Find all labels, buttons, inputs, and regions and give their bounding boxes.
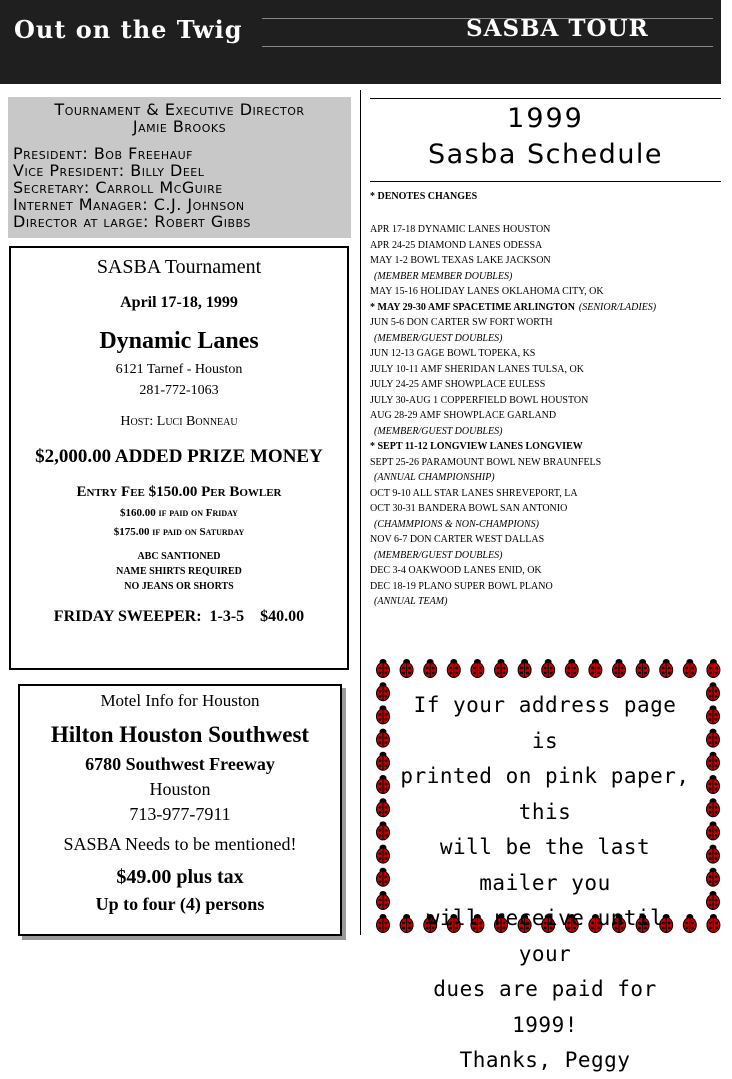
ladybug-icon [377,659,390,678]
ladybug-icon [707,682,720,701]
newsletter-header [0,0,721,84]
tournament-venue: Dynamic Lanes [99,328,259,354]
officers-panel [8,97,351,238]
header-rule-bottom [262,46,713,47]
schedule-event [370,253,725,269]
ladybug-icon [707,868,720,887]
motel-capacity: Up to four (4) persons [95,894,265,914]
motel-city: Houston [149,779,211,799]
notice-line: will be the last mailer you [439,835,651,895]
ladybug-icon [518,659,531,678]
ladybug-icon [377,729,390,748]
tournament-phone: 281-772-1063 [139,383,219,398]
schedule-event [370,222,725,238]
ladybug-icon [377,775,390,794]
changes-note: * DENOTES CHANGES [370,191,478,202]
event-text: APR 17-18 DYNAMIC LANES HOUSTON [370,224,551,235]
notice-signature: Thanks, Peggy [459,1048,631,1072]
ladybug-icon [377,845,390,864]
officer-director-at-large: Director at large: Robert Gibbs [13,212,251,231]
schedule-event [370,501,725,517]
schedule-list [370,222,725,610]
schedule-event-note [370,331,725,347]
ladybug-icon [707,705,720,724]
ladybug-icon [707,914,720,933]
ladybug-icon [377,868,390,887]
schedule-event [370,362,725,378]
ladybug-icon [683,659,696,678]
officer-vice-president: Vice President: Billy Deel [13,161,205,180]
rule-no-jeans: NO JEANS OR SHORTS [124,581,234,592]
event-text: (MEMBER/GUEST DOUBLES) [374,549,503,561]
notice-line: dues are paid for 1999! [433,977,657,1037]
column-divider [360,90,361,935]
tournament-box [9,246,349,670]
ladybug-icon [707,729,720,748]
rule-sanctioned: ABC SANTIONED [137,551,221,562]
event-text: (MEMBER/GUEST DOUBLES) [374,332,503,344]
schedule-event [370,532,725,548]
motel-street: 6780 Southwest Freeway [85,754,275,774]
friday-fee: $160.00 if paid on Friday [120,507,238,519]
schedule-event [370,238,725,254]
schedule-event [370,579,725,595]
ladybug-icon [447,659,460,678]
notice-line: will receive until your [426,906,664,966]
event-text: (ANNUAL TEAM) [374,596,448,607]
event-division: (SENIOR/LADIES) [578,301,657,313]
event-text: (ANNUAL CHAMPIONSHIP) [374,472,495,483]
ladybug-icon [377,798,390,817]
ladybug-icon [495,659,508,678]
event-text: (CHAMMPIONS & NON-CHAMPIONS) [374,518,539,530]
saturday-fee: $175.00 if paid on Saturday [113,526,245,538]
schedule-event [370,284,725,300]
ladybug-icon [565,659,578,678]
ladybug-icon [377,682,390,701]
ladybug-icon [707,775,720,794]
schedule-event [370,393,725,409]
event-text: JULY 10-11 AMF SHERIDAN LANES TULSA, OK [370,363,584,375]
event-text: DEC 3-4 OAKWOOD LANES ENID, OK [370,565,542,576]
rule-name-shirts: NAME SHIRTS REQUIRED [116,566,242,577]
ladybug-icon [707,821,720,840]
tournament-address: 6121 Tarnef - Houston [115,362,243,377]
schedule-event [370,486,725,502]
schedule-event-note [370,470,725,486]
schedule-year: 1999 [507,103,584,134]
schedule-event-note [370,517,725,533]
prize-money: $2,000.00 ADDED PRIZE MONEY [35,446,323,467]
event-text: SEPT 25-26 PARAMOUNT BOWL NEW BRAUNFELS [370,456,602,468]
ladybug-icon [377,705,390,724]
event-text: AUG 28-29 AMF SHOWPLACE GARLAND [370,410,557,421]
tournament-date: April 17-18, 1999 [120,294,238,311]
tournament-host: Host: Luci Bonneau [120,414,238,429]
ladybug-icon [542,659,555,678]
officer-president: President: Bob Freehauf [13,144,194,163]
event-text: * MAY 29-30 AMF SPACETIME ARLINGTON [370,301,575,313]
event-text: JULY 30-AUG 1 COPPERFIELD BOWL HOUSTON [370,394,589,406]
motel-name: Hilton Houston Southwest [50,722,310,747]
ladybug-icon [660,659,673,678]
schedule-title: Sasba Schedule [427,139,664,170]
ladybug-icon [400,659,413,678]
ladybug-icon [589,659,602,678]
notice-line: If your address page is [413,693,677,753]
event-text: (MEMBER/GUEST DOUBLES) [374,425,503,437]
ladybug-icon [707,891,720,910]
ladybug-icon [636,659,649,678]
motel-heading: Motel Info for Houston [100,691,260,710]
schedule-event [370,346,725,362]
schedule-event-note [370,424,725,440]
officer-internet-manager: Internet Manager: C.J. Johnson [13,195,245,214]
schedule-event [370,455,725,471]
director-name: Jamie Brooks [132,117,227,136]
ladybug-icon [613,659,626,678]
ladybug-icon [424,659,437,678]
event-text: MAY 15-16 HOLIDAY LANES OKLAHOMA CITY, OK [370,286,604,297]
motel-mention-note: SASBA Needs to be mentioned! [63,834,297,854]
ladybug-icon [707,752,720,771]
motel-phone: 713-977-7911 [129,804,231,824]
schedule-event [370,563,725,579]
entry-fee: Entry Fee $150.00 Per Bowler [76,484,282,500]
event-text: * SEPT 11-12 LONGVIEW LANES LONGVIEW [370,441,583,452]
motel-price: $49.00 plus tax [116,866,244,888]
schedule-rule-bottom [370,181,721,182]
schedule-event [370,408,725,424]
event-text: MAY 1-2 BOWL TEXAS LAKE JACKSON [370,255,551,266]
event-text: NOV 6-7 DON CARTER WEST DALLAS [370,534,545,545]
dues-notice [400,688,690,1079]
ladybug-icon [377,752,390,771]
ladybug-icon [377,821,390,840]
schedule-rule-top [370,98,721,99]
ladybug-icon [377,914,390,933]
friday-sweeper: FRIDAY SWEEPER: 1-3-5 $40.00 [53,608,305,625]
notice-line: printed on pink paper, this [400,764,690,824]
newsletter-title: Out on the Twig [14,15,243,44]
ladybug-icon [707,845,720,864]
ladybug-icon [471,659,484,678]
tour-title: SASBA TOUR [466,15,649,42]
event-text: DEC 18-19 PLANO SUPER BOWL PLANO [370,580,553,592]
schedule-event [370,300,725,316]
event-text: JULY 24-25 AMF SHOWPLACE EULESS [370,379,546,390]
event-text: JUN 5-6 DON CARTER SW FORT WORTH [370,317,553,328]
schedule-event [370,439,725,455]
officer-secretary: Secretary: Carroll McGuire [13,178,223,197]
event-text: APR 24-25 DIAMOND LANES ODESSA [370,239,543,251]
motel-info-box [18,684,342,936]
ladybug-icon [707,659,720,678]
event-text: JUN 12-13 GAGE BOWL TOPEKA, KS [370,348,536,359]
event-text: (MEMBER MEMBER DOUBLES) [374,270,513,282]
event-text: OCT 30-31 BANDERA BOWL SAN ANTONIO [370,503,568,514]
ladybug-icon [707,798,720,817]
schedule-event-note [370,548,725,564]
schedule-event-note [370,594,725,610]
schedule-event [370,377,725,393]
schedule-event [370,315,725,331]
schedule-event-note [370,269,725,285]
ladybug-icon [377,891,390,910]
director-title: Tournament & Executive Director [54,100,305,119]
event-text: OCT 9-10 ALL STAR LANES SHREVEPORT, LA [370,487,578,499]
tournament-title: SASBA Tournament [96,256,262,278]
